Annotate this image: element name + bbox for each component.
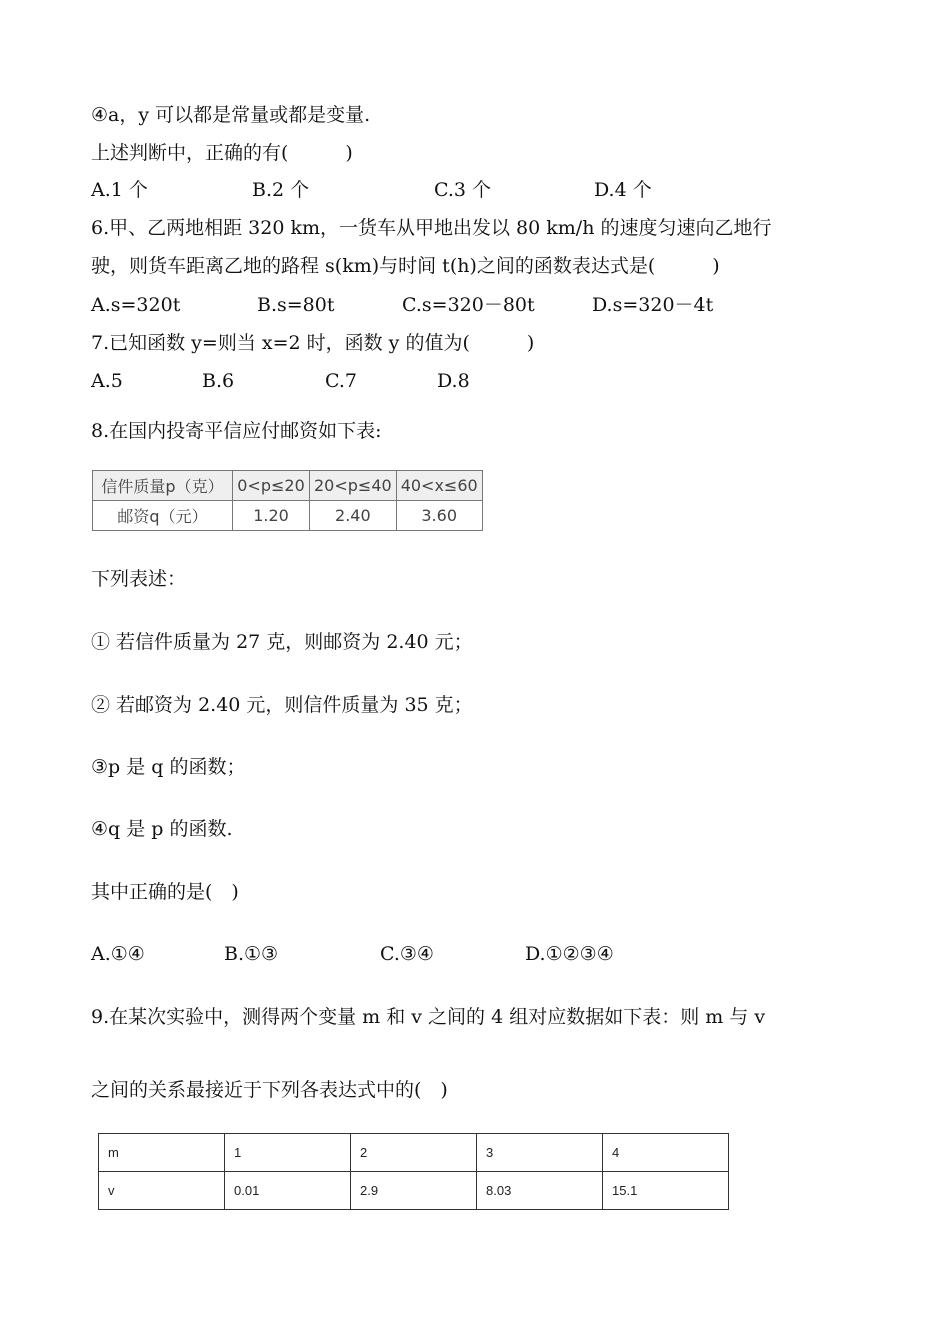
q7-option-b: B.6 <box>202 370 235 392</box>
q7-option-d: D.8 <box>437 370 470 392</box>
q8-statement-2: ② 若邮资为 2.40 元，则信件质量为 35 克； <box>91 694 473 716</box>
table-cell: 1.20 <box>233 501 310 531</box>
table-row <box>99 1134 729 1172</box>
q6-stem-line-2: 驶，则货车距离乙地的路程 s(km)与时间 t(h)之间的函数表达式是( ) <box>91 255 720 277</box>
q5-option-b: B.2 个 <box>252 179 310 201</box>
q5-option-d: D.4 个 <box>594 179 652 201</box>
q5-option-c: C.3 个 <box>434 179 492 201</box>
q7-stem: 7.已知函数 y=则当 x=2 时，函数 y 的值为( ) <box>91 332 535 354</box>
postage-table <box>92 470 483 531</box>
table-row <box>99 1172 729 1210</box>
q9-stem-line-1: 9.在某次实验中，测得两个变量 m 和 v 之间的 4 组对应数据如下表：则 m 与 v <box>91 1006 766 1028</box>
q6-option-c: C.s=320－80t <box>402 294 535 316</box>
table-cell: 0.01 <box>225 1172 351 1210</box>
table-cell: 3 <box>477 1134 603 1172</box>
q8-option-a: A.①④ <box>91 943 145 965</box>
table-cell: 信件质量p（克） <box>93 471 233 501</box>
table-cell: 2.40 <box>310 501 397 531</box>
table-cell: 1 <box>225 1134 351 1172</box>
q8-option-c: C.③④ <box>380 943 434 965</box>
table-cell: 8.03 <box>477 1172 603 1210</box>
q6-stem-line-1: 6.甲、乙两地相距 320 km，一货车从甲地出发以 80 km/h 的速度匀速向乙地行 <box>91 217 772 239</box>
q5-prompt: 上述判断中，正确的有( ) <box>91 142 353 164</box>
table-cell: 0<p≤20 <box>233 471 310 501</box>
table-cell: 40<x≤60 <box>396 471 482 501</box>
table-cell: 邮资q（元） <box>93 501 233 531</box>
q6-option-b: B.s=80t <box>257 294 335 316</box>
q8-option-d: D.①②③④ <box>525 943 614 965</box>
table-row <box>93 501 483 531</box>
q6-option-d: D.s=320－4t <box>592 294 714 316</box>
table-cell: m <box>99 1134 225 1172</box>
q7-option-c: C.7 <box>325 370 357 392</box>
table-cell: 4 <box>603 1134 729 1172</box>
experiment-data-table <box>98 1133 729 1210</box>
table-cell: 3.60 <box>396 501 482 531</box>
q8-prompt: 其中正确的是( ) <box>91 881 239 903</box>
q8-statement-1: ① 若信件质量为 27 克，则邮资为 2.40 元； <box>91 631 473 653</box>
table-cell: 20<p≤40 <box>310 471 397 501</box>
q8-stem: 8.在国内投寄平信应付邮资如下表: <box>91 420 382 442</box>
q5-option-a: A.1 个 <box>91 179 148 201</box>
table-cell: v <box>99 1172 225 1210</box>
table-cell: 15.1 <box>603 1172 729 1210</box>
q8-option-b: B.①③ <box>224 943 279 965</box>
q9-stem-line-2: 之间的关系最接近于下列各表达式中的( ) <box>91 1079 448 1101</box>
q5-statement-4: ④a，y 可以都是常量或都是变量. <box>91 104 371 126</box>
q7-option-a: A.5 <box>91 370 123 392</box>
q8-statement-3: ③p 是 q 的函数； <box>91 756 246 778</box>
table-cell: 2 <box>351 1134 477 1172</box>
table-cell: 2.9 <box>351 1172 477 1210</box>
q6-option-a: A.s=320t <box>91 294 181 316</box>
table-row <box>93 471 483 501</box>
q8-intro: 下列表述： <box>91 568 187 590</box>
q8-statement-4: ④q 是 p 的函数. <box>91 818 233 840</box>
